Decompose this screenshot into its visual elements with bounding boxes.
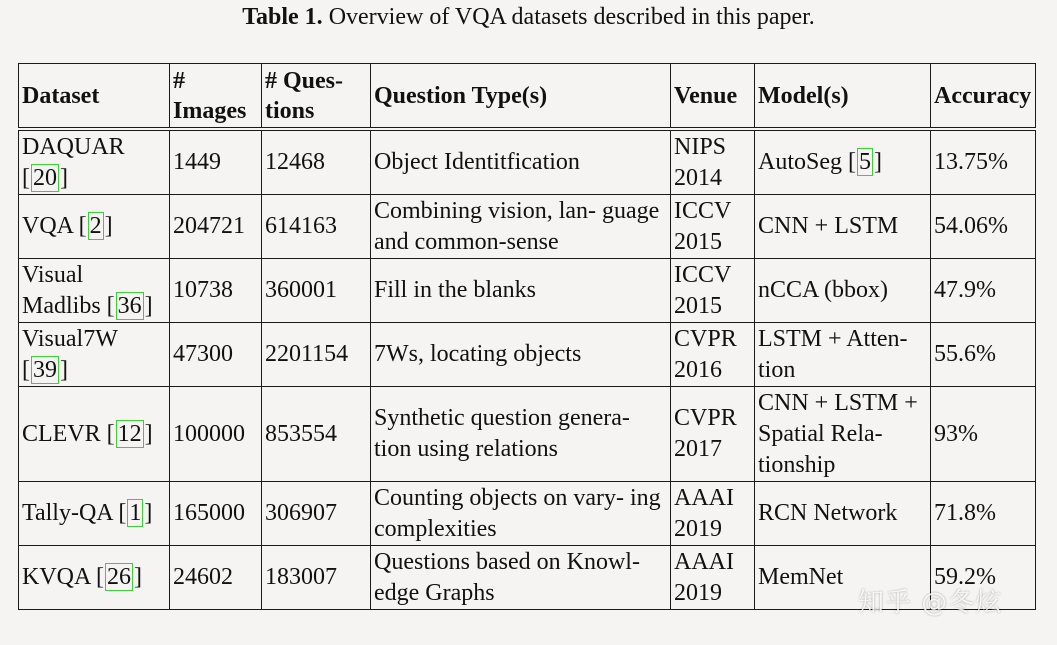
cell-question-types: Object Identitfication	[371, 129, 671, 195]
cell-dataset: DAQUAR [ 20 ]	[19, 129, 170, 195]
dataset-name: Visual Madlibs	[22, 261, 101, 319]
cell-dataset: KVQA [ 26 ]	[19, 546, 170, 610]
cell-questions: 2201154	[262, 323, 371, 387]
dataset-name: CLEVR	[22, 420, 101, 447]
cell-images: 24602	[170, 546, 262, 610]
cell-question-types: Fill in the blanks	[371, 259, 671, 323]
cell-question-types: Counting objects on vary- ing complexities	[371, 482, 671, 546]
cell-questions: 12468	[262, 129, 371, 195]
caption-text: Overview of VQA datasets described in this paper.	[322, 4, 815, 30]
cell-accuracy: 47.9%	[931, 259, 1036, 323]
cell-venue: CVPR 2017	[671, 387, 755, 482]
header-models: Model(s)	[755, 64, 931, 130]
dataset-name: VQA	[22, 213, 73, 239]
cell-question-types: 7Ws, locating objects	[371, 323, 671, 387]
zhihu-watermark: 知乎 @冬炫	[858, 588, 1003, 618]
header-question-types: Question Type(s)	[371, 64, 671, 130]
cell-questions: 360001	[262, 259, 371, 323]
header-row	[19, 64, 1036, 130]
table-row	[19, 387, 1036, 482]
cell-dataset: Visual Madlibs [ 36 ]	[19, 259, 170, 323]
citation-link[interactable]: 39	[33, 356, 57, 383]
vqa-datasets-table	[18, 63, 1036, 610]
citation-link[interactable]: 26	[107, 564, 132, 590]
cell-images: 10738	[170, 259, 262, 323]
dataset-name: KVQA	[22, 564, 91, 590]
cell-question-types: Synthetic question genera- tion using relations	[371, 387, 671, 482]
header-dataset: Dataset	[19, 64, 170, 130]
header-venue: Venue	[671, 64, 755, 130]
cell-venue: ICCV 2015	[671, 195, 755, 259]
header-accuracy: Accuracy	[931, 64, 1036, 130]
cell-accuracy: 59.2%	[931, 546, 1036, 610]
cell-accuracy: 71.8%	[931, 482, 1036, 546]
cell-questions: 306907	[262, 482, 371, 546]
caption-label: Table 1.	[242, 4, 323, 30]
citation-link[interactable]: 1	[129, 500, 142, 526]
table-row	[19, 546, 1036, 610]
cell-models: RCN Network	[755, 482, 931, 546]
cell-questions: 853554	[262, 387, 371, 482]
cell-venue: AAAI 2019	[671, 482, 755, 546]
cell-venue: AAAI 2019	[671, 546, 755, 610]
cell-question-types: Combining vision, lan- guage and common-sense	[371, 195, 671, 259]
cell-models: AutoSeg [ 5 ]	[755, 129, 931, 195]
cell-accuracy: 55.6%	[931, 323, 1036, 387]
cell-accuracy: 93%	[931, 387, 1036, 482]
cell-dataset: Tally-QA [ 1 ]	[19, 482, 170, 546]
cell-question-types: Questions based on Knowl- edge Graphs	[371, 546, 671, 610]
cell-accuracy: 54.06%	[931, 195, 1036, 259]
table-row	[19, 323, 1036, 387]
citation-link[interactable]: 2	[89, 213, 102, 239]
citation-link[interactable]: 12	[117, 420, 142, 447]
cell-models: MemNet	[755, 546, 931, 610]
table-row	[19, 129, 1036, 195]
cell-venue: NIPS 2014	[671, 129, 755, 195]
table-caption	[0, 2, 1057, 32]
cell-questions: 614163	[262, 195, 371, 259]
cell-models: CNN + LSTM	[755, 195, 931, 259]
cell-questions: 183007	[262, 546, 371, 610]
cell-models: nCCA (bbox)	[755, 259, 931, 323]
table-row	[19, 482, 1036, 546]
cell-images: 100000	[170, 387, 262, 482]
citation-link[interactable]: 20	[33, 164, 57, 191]
cell-images: 204721	[170, 195, 262, 259]
header-images: # Images	[170, 64, 262, 130]
cell-venue: ICCV 2015	[671, 259, 755, 323]
cell-images: 165000	[170, 482, 262, 546]
dataset-name: Tally-QA	[22, 500, 113, 526]
dataset-name: DAQUAR	[22, 133, 125, 160]
table-row	[19, 259, 1036, 323]
cell-images: 47300	[170, 323, 262, 387]
cell-models: CNN + LSTM + Spatial Rela- tionship	[755, 387, 931, 482]
header-questions: # Ques- tions	[262, 64, 371, 130]
cell-accuracy: 13.75%	[931, 129, 1036, 195]
citation-link[interactable]: 5	[859, 149, 871, 175]
cell-dataset: CLEVR [ 12 ]	[19, 387, 170, 482]
cell-images: 1449	[170, 129, 262, 195]
cell-dataset: VQA [ 2 ]	[19, 195, 170, 259]
cell-models: LSTM + Atten- tion	[755, 323, 931, 387]
cell-venue: CVPR 2016	[671, 323, 755, 387]
dataset-name: Visual7W	[22, 325, 118, 352]
cell-dataset: Visual7W [ 39 ]	[19, 323, 170, 387]
model-name: AutoSeg	[758, 149, 842, 175]
citation-link[interactable]: 36	[117, 292, 142, 319]
table-row	[19, 195, 1036, 259]
